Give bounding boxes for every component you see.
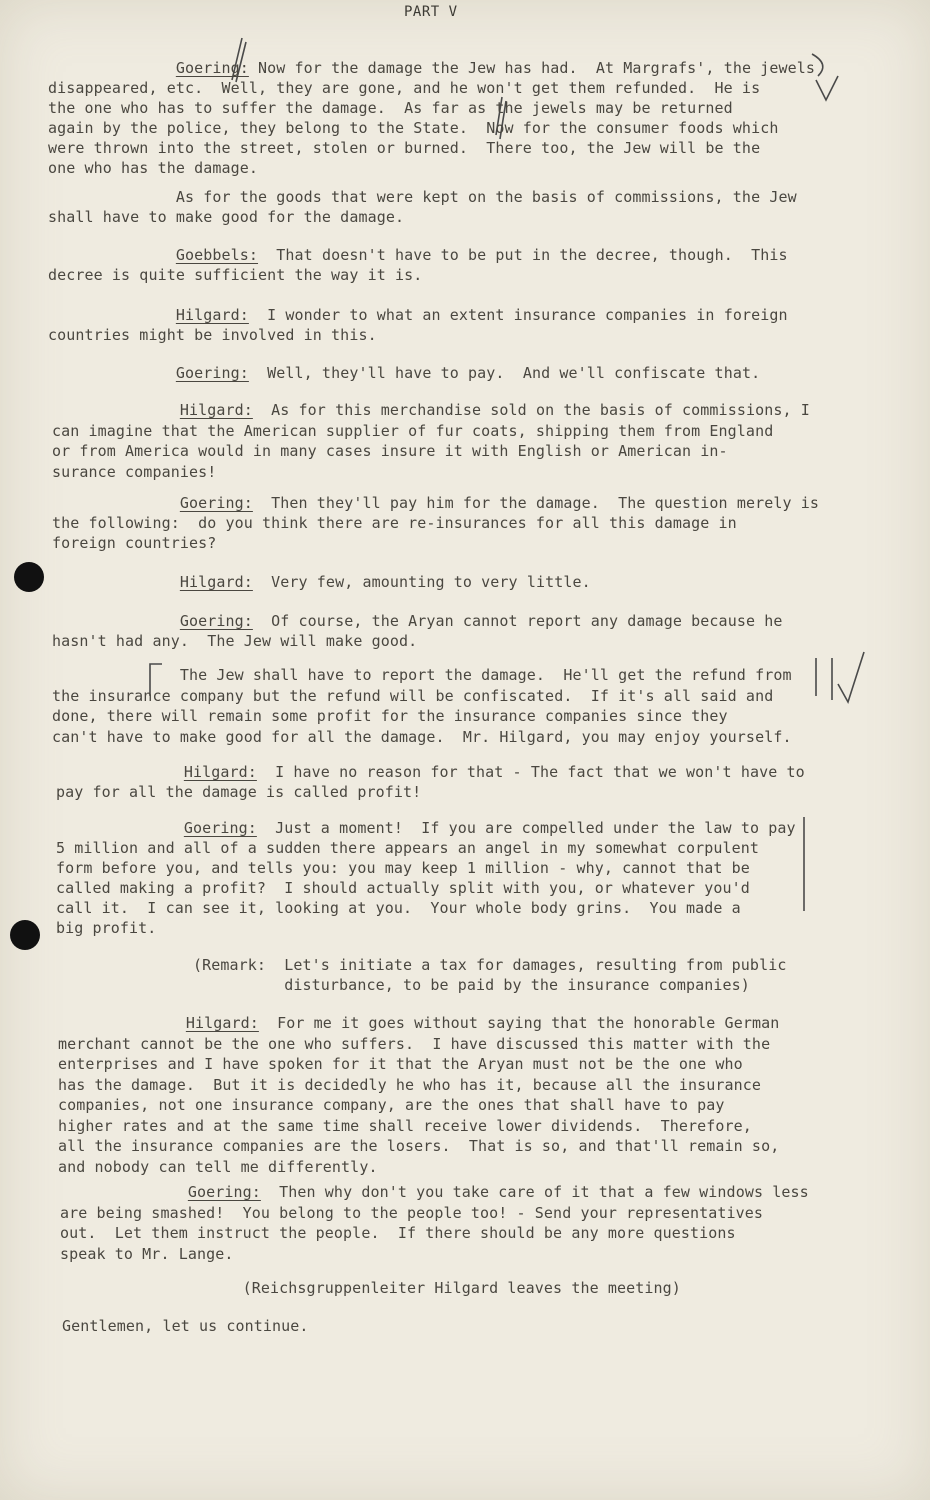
- binder-hole-top: [14, 562, 44, 592]
- paragraph: [56, 955, 836, 995]
- line-text: has the damage. But it is decidedly he who has it, because all the insurance: [58, 1075, 762, 1094]
- paragraph: [52, 400, 832, 482]
- speaker-name: Goering:: [187, 1183, 261, 1201]
- line-text: disappeared, etc. Well, they are gone, and he won't get them refunded. He is: [48, 79, 761, 97]
- line-text: pay for all the damage is called profit!: [56, 783, 422, 801]
- text-line: [60, 1203, 840, 1224]
- text-line: [52, 533, 832, 553]
- paragraph: [62, 1316, 842, 1336]
- paragraph: [52, 611, 832, 651]
- binder-hole-bottom: [10, 920, 40, 950]
- line-text: hasn't had any. The Jew will make good.: [52, 632, 418, 650]
- line-text: (Reichsgruppenleiter Hilgard leaves the meeting): [60, 1279, 681, 1297]
- text-line: [48, 118, 828, 138]
- line-text: shall have to make good for the damage.: [48, 208, 405, 226]
- paragraph: [56, 818, 836, 938]
- page-title: PART V: [404, 4, 458, 20]
- text-line: [56, 898, 836, 918]
- text-line: [52, 493, 832, 513]
- speaker-name: Hilgard:: [179, 401, 253, 419]
- text-line: [52, 462, 832, 483]
- speaker-name: Hilgard:: [183, 763, 257, 781]
- text-line: [52, 631, 832, 651]
- text-line: [52, 572, 832, 592]
- line-text: all the insurance companies are the losers. That is so, and that'll remain so,: [58, 1137, 780, 1155]
- line-text: Now for the damage the Jew has had. At Margrafs', the jewels: [248, 59, 815, 77]
- paragraph: [48, 187, 828, 227]
- line-text: higher rates and at the same time shall receive lower dividends. Therefore,: [58, 1116, 752, 1135]
- line-text: disturbance, to be paid by the insurance companies): [56, 976, 750, 994]
- line-text: the following: do you think there are re-insurances for all this damage in: [52, 514, 737, 532]
- indent: [48, 364, 176, 382]
- line-text: and nobody can tell me differently.: [58, 1157, 378, 1176]
- text-line: [60, 1244, 840, 1265]
- speaker-name: Hilgard:: [175, 306, 249, 324]
- text-line: [58, 1054, 838, 1075]
- speaker-name: Hilgard:: [179, 573, 253, 591]
- speaker-name: Goering:: [179, 494, 253, 512]
- paragraph: [52, 665, 832, 747]
- paragraph: [48, 245, 828, 285]
- indent: [52, 494, 180, 512]
- text-line: [48, 138, 828, 158]
- line-text: one who has the damage.: [48, 159, 259, 177]
- text-line: [52, 441, 832, 462]
- text-line: [58, 1013, 838, 1034]
- text-line: [48, 207, 828, 227]
- paragraph: [52, 493, 832, 553]
- line-text: companies, not one insurance company, are the ones that shall have to pay: [58, 1096, 725, 1114]
- indent: [48, 59, 176, 77]
- line-text: Well, they'll have to pay. And we'll confiscate that.: [248, 364, 761, 382]
- speaker-name: Goebbels:: [175, 246, 259, 264]
- line-text: Of course, the Aryan cannot report any damage because he: [252, 612, 783, 630]
- paragraph: [48, 305, 828, 345]
- paragraph: [52, 572, 832, 592]
- text-line: [52, 706, 832, 727]
- line-text: As for the goods that were kept on the basis of commissions, the Jew: [48, 188, 797, 206]
- line-text: were thrown into the street, stolen or burned. There too, the Jew will be the: [48, 139, 761, 157]
- text-line: [48, 187, 828, 207]
- speaker-name: Goering:: [179, 612, 253, 630]
- text-line: [48, 58, 828, 78]
- line-text: again by the police, they belong to the State. Now for the consumer foods which: [48, 119, 779, 137]
- text-line: [56, 782, 836, 802]
- line-text: the one who has to suffer the damage. As far as the jewels may be returned: [48, 99, 733, 117]
- text-line: [52, 665, 832, 686]
- text-line: [52, 421, 832, 442]
- speaker-name: Goering:: [175, 364, 249, 382]
- text-line: [48, 265, 828, 285]
- text-line: [52, 513, 832, 533]
- text-line: [48, 305, 828, 325]
- paragraph: [60, 1182, 840, 1264]
- line-text: foreign countries?: [52, 534, 217, 552]
- indent: [58, 1014, 186, 1032]
- text-line: [62, 1316, 842, 1336]
- line-text: Then why don't you take care of it that a few windows less: [260, 1183, 809, 1201]
- line-text: As for this merchandise sold on the basis of commissions, I: [252, 401, 810, 419]
- indent: [56, 763, 184, 781]
- paragraph: [56, 762, 836, 802]
- line-text: Gentlemen, let us continue.: [62, 1317, 309, 1335]
- line-text: I wonder to what an extent insurance companies in foreign: [248, 306, 788, 324]
- speaker-name: Goering:: [183, 819, 257, 837]
- text-line: [60, 1278, 840, 1298]
- paragraph: [58, 1013, 838, 1177]
- text-line: [48, 325, 828, 345]
- text-line: [52, 400, 832, 421]
- paragraph: [48, 363, 828, 383]
- indent: [56, 819, 184, 837]
- text-line: [48, 158, 828, 178]
- paragraph: [60, 1278, 840, 1298]
- text-line: [56, 838, 836, 858]
- line-text: done, there will remain some profit for the insurance companies since they: [52, 707, 728, 725]
- line-text: or from America would in many cases insure it with English or American in-: [52, 442, 728, 460]
- line-text: can imagine that the American supplier of fur coats, shipping them from England: [52, 421, 774, 440]
- speaker-name: Goering:: [175, 59, 249, 77]
- text-line: [58, 1116, 838, 1137]
- text-line: [52, 686, 832, 707]
- line-text: the insurance company but the refund will be confiscated. If it's all said and: [52, 686, 774, 705]
- line-text: out. Let them instruct the people. If there should be any more questions: [60, 1224, 736, 1242]
- line-text: enterprises and I have spoken for it that the Aryan must not be the one who: [58, 1055, 743, 1073]
- line-text: I have no reason for that - The fact that we won't have to: [256, 763, 805, 781]
- text-line: [52, 611, 832, 631]
- line-text: speak to Mr. Lange.: [60, 1244, 234, 1263]
- line-text: countries might be involved in this.: [48, 326, 377, 344]
- text-line: [56, 955, 836, 975]
- text-line: [48, 78, 828, 98]
- indent: [60, 1183, 188, 1201]
- line-text: decree is quite sufficient the way it is.: [48, 266, 423, 284]
- indent: [52, 612, 180, 630]
- line-text: surance companies!: [52, 462, 217, 481]
- line-text: That doesn't have to be put in the decree, though. This: [258, 246, 788, 264]
- text-line: [56, 818, 836, 838]
- line-text: 5 million and all of a sudden there appears an angel in my somewhat corpulent: [56, 839, 760, 857]
- text-line: [56, 918, 836, 938]
- line-text: form before you, and tells you: you may keep 1 million - why, cannot that be: [56, 859, 750, 877]
- indent: [48, 246, 176, 264]
- text-line: [58, 1075, 838, 1096]
- line-text: called making a profit? I should actually split with you, or whatever you'd: [56, 879, 750, 897]
- text-line: [52, 727, 832, 748]
- line-text: Just a moment! If you are compelled under the law to pay: [256, 819, 796, 837]
- line-text: can't have to make good for all the damage. Mr. Hilgard, you may enjoy yourself.: [52, 727, 792, 746]
- indent: [48, 306, 176, 324]
- line-text: Very few, amounting to very little.: [252, 573, 591, 591]
- text-line: [60, 1182, 840, 1203]
- line-text: For me it goes without saying that the honorable German: [258, 1014, 780, 1032]
- line-text: (Remark: Let's initiate a tax for damages, resulting from public: [56, 956, 787, 974]
- text-line: [56, 858, 836, 878]
- text-line: [56, 878, 836, 898]
- text-line: [58, 1157, 838, 1178]
- indent: [52, 573, 180, 591]
- line-text: Then they'll pay him for the damage. The question merely is: [252, 494, 819, 512]
- line-text: The Jew shall have to report the damage. He'll get the refund from: [52, 666, 792, 684]
- indent: [52, 401, 180, 419]
- text-line: [56, 762, 836, 782]
- line-text: big profit.: [56, 919, 157, 937]
- text-line: [56, 975, 836, 995]
- text-line: [58, 1034, 838, 1055]
- text-line: [58, 1136, 838, 1157]
- line-text: call it. I can see it, looking at you. Your whole body grins. You made a: [56, 899, 741, 917]
- text-line: [48, 363, 828, 383]
- line-text: are being smashed! You belong to the people too! - Send your representatives: [60, 1203, 764, 1222]
- text-line: [48, 98, 828, 118]
- text-line: [60, 1223, 840, 1244]
- line-text: merchant cannot be the one who suffers. I have discussed this matter with the: [58, 1034, 771, 1053]
- text-line: [48, 245, 828, 265]
- paragraph: [48, 58, 828, 178]
- text-line: [58, 1095, 838, 1116]
- speaker-name: Hilgard:: [185, 1014, 259, 1032]
